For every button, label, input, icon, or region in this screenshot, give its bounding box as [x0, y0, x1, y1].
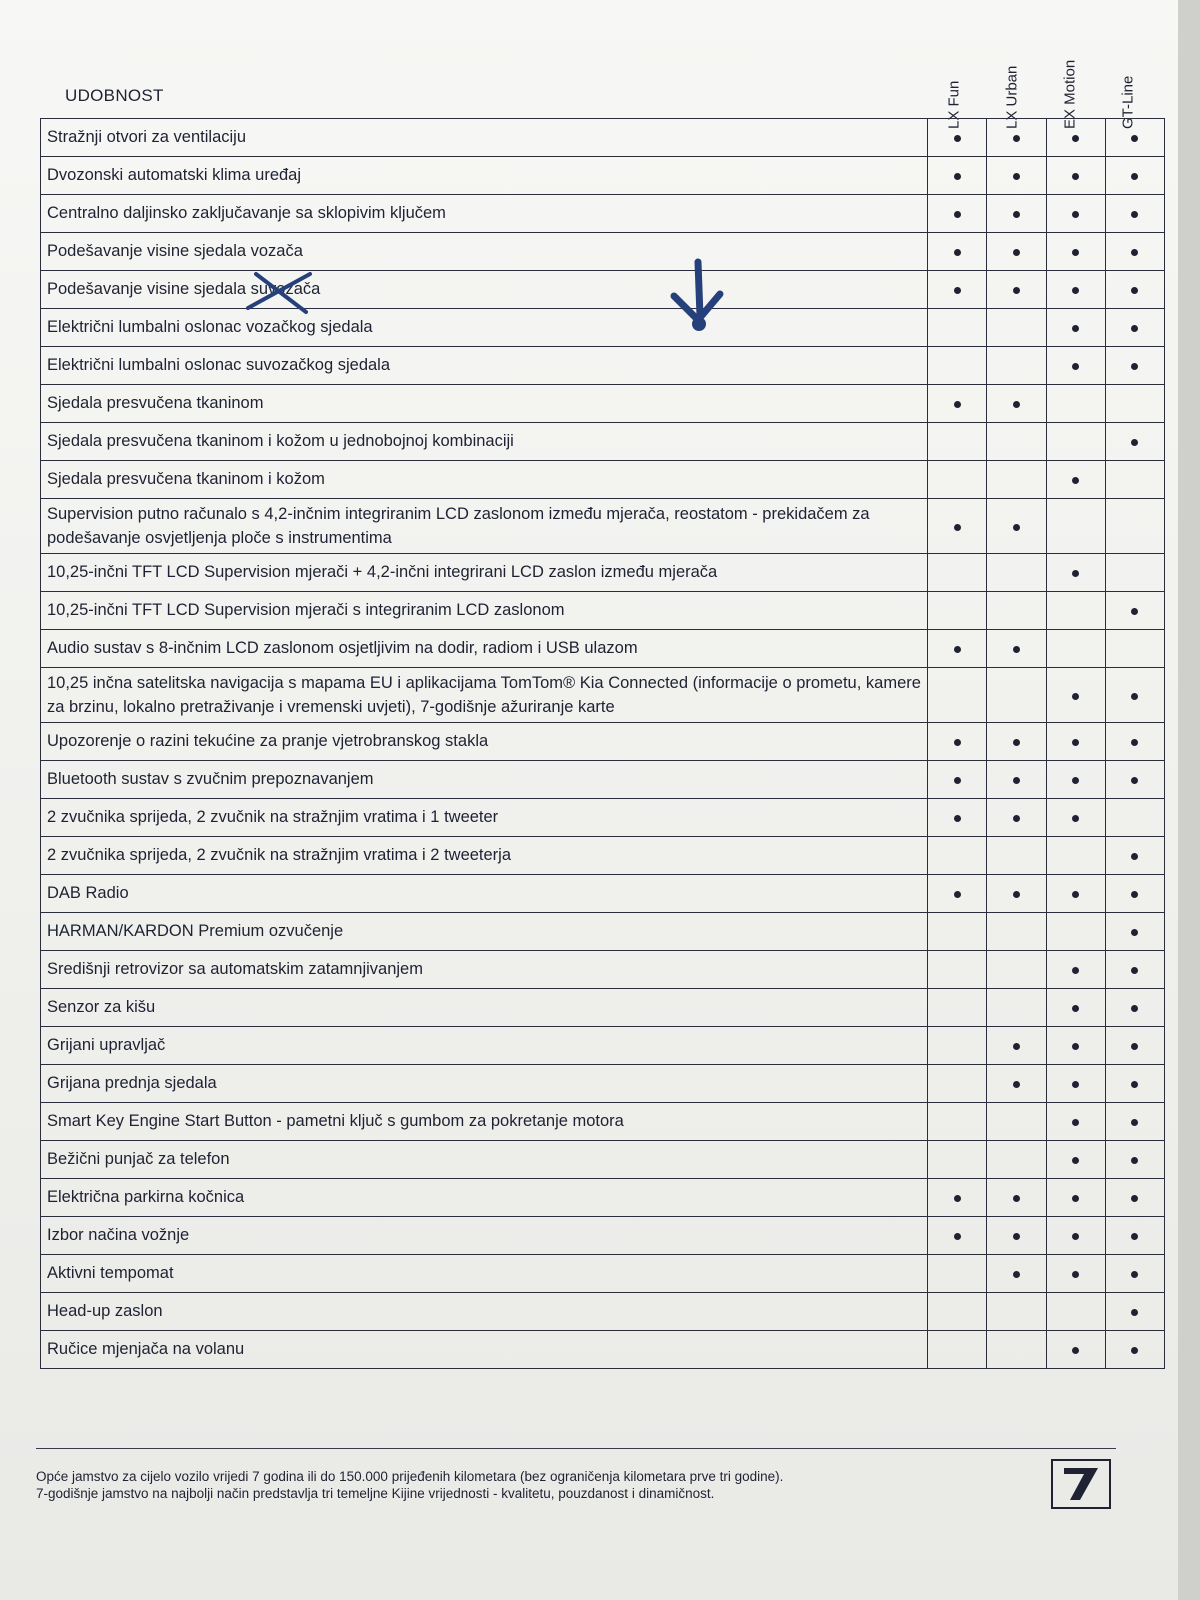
availability-cell-lx-fun — [928, 423, 987, 461]
availability-cell-gt-line — [1105, 347, 1164, 385]
availability-cell-lx-urban — [987, 592, 1046, 630]
availability-cell-ex-motion — [1046, 668, 1105, 723]
availability-cell-ex-motion — [1046, 1103, 1105, 1141]
feature-name: Ručice mjenjača na volanu — [41, 1331, 928, 1369]
availability-cell-lx-fun — [928, 499, 987, 554]
availability-cell-lx-urban — [987, 499, 1046, 554]
availability-dot-icon — [1131, 1309, 1138, 1316]
column-header-ex-motion: EX Motion — [1061, 59, 1079, 129]
availability-dot-icon — [1013, 815, 1020, 822]
availability-cell-gt-line — [1105, 837, 1164, 875]
table-row — [41, 157, 1165, 195]
availability-dot-icon — [1072, 1081, 1079, 1088]
feature-name: Upozorenje o razini tekućine za pranje vjetrobranskog stakla — [41, 723, 928, 761]
availability-dot-icon — [1072, 1043, 1079, 1050]
table-row — [41, 271, 1165, 309]
availability-dot-icon — [1072, 1157, 1079, 1164]
table-row — [41, 119, 1165, 157]
availability-cell-lx-fun — [928, 309, 987, 347]
availability-dot-icon — [954, 1195, 961, 1202]
availability-dot-icon — [954, 211, 961, 218]
availability-dot-icon — [1072, 739, 1079, 746]
availability-cell-ex-motion — [1046, 799, 1105, 837]
availability-cell-gt-line — [1105, 233, 1164, 271]
availability-cell-lx-fun — [928, 347, 987, 385]
availability-cell-lx-fun — [928, 157, 987, 195]
availability-dot-icon — [1072, 967, 1079, 974]
availability-dot-icon — [1013, 1195, 1020, 1202]
table-row — [41, 630, 1165, 668]
availability-cell-lx-fun — [928, 1027, 987, 1065]
warranty-seal-icon — [1050, 1458, 1112, 1510]
availability-cell-gt-line — [1105, 799, 1164, 837]
availability-dot-icon — [1072, 1347, 1079, 1354]
availability-dot-icon — [1131, 1195, 1138, 1202]
availability-cell-gt-line — [1105, 630, 1164, 668]
availability-dot-icon — [954, 287, 961, 294]
availability-dot-icon — [1072, 570, 1079, 577]
availability-cell-lx-urban — [987, 119, 1046, 157]
feature-name: Senzor za kišu — [41, 989, 928, 1027]
availability-dot-icon — [1131, 363, 1138, 370]
availability-cell-ex-motion — [1046, 423, 1105, 461]
availability-dot-icon — [1131, 249, 1138, 256]
table-row — [41, 761, 1165, 799]
availability-cell-lx-urban — [987, 554, 1046, 592]
availability-cell-gt-line — [1105, 119, 1164, 157]
availability-cell-gt-line — [1105, 554, 1164, 592]
availability-cell-lx-fun — [928, 630, 987, 668]
availability-cell-lx-urban — [987, 157, 1046, 195]
availability-dot-icon — [1131, 1347, 1138, 1354]
availability-dot-icon — [1013, 401, 1020, 408]
feature-name: Središnji retrovizor sa automatskim zatamnjivanjem — [41, 951, 928, 989]
availability-cell-gt-line — [1105, 951, 1164, 989]
availability-dot-icon — [1072, 1195, 1079, 1202]
table-row — [41, 1293, 1165, 1331]
table-row — [41, 233, 1165, 271]
availability-cell-ex-motion — [1046, 837, 1105, 875]
feature-name: Električni lumbalni oslonac suvozačkog sjedala — [41, 347, 928, 385]
availability-cell-gt-line — [1105, 668, 1164, 723]
availability-dot-icon — [1072, 173, 1079, 180]
availability-dot-icon — [1131, 608, 1138, 615]
feature-name: Električna parkirna kočnica — [41, 1179, 928, 1217]
availability-cell-gt-line — [1105, 1293, 1164, 1331]
availability-cell-lx-urban — [987, 423, 1046, 461]
availability-cell-lx-urban — [987, 461, 1046, 499]
availability-cell-lx-fun — [928, 1179, 987, 1217]
table-row — [41, 668, 1165, 723]
availability-cell-lx-urban — [987, 385, 1046, 423]
availability-cell-ex-motion — [1046, 347, 1105, 385]
availability-dot-icon — [1013, 524, 1020, 531]
availability-cell-gt-line — [1105, 385, 1164, 423]
availability-dot-icon — [1013, 211, 1020, 218]
availability-dot-icon — [1131, 967, 1138, 974]
availability-dot-icon — [1013, 1233, 1020, 1240]
table-row — [41, 1217, 1165, 1255]
availability-cell-ex-motion — [1046, 157, 1105, 195]
feature-name: Supervision putno računalo s 4,2-inčnim integriranim LCD zaslonom između mjerača, reostatom - prekidačem za podešavanje osvjetljenja ploče s instrumentima — [41, 499, 928, 554]
availability-dot-icon — [1131, 1157, 1138, 1164]
availability-cell-lx-fun — [928, 119, 987, 157]
warranty-line-2: 7-godišnje jamstvo na najbolji način predstavlja tri temeljne Kijine vrijednosti - kvalitetu, pouzdanost i dinamičnost. — [36, 1486, 715, 1501]
availability-cell-gt-line — [1105, 1255, 1164, 1293]
feature-name: Audio sustav s 8-inčnim LCD zaslonom osjetljivim na dodir, radiom i USB ulazom — [41, 630, 928, 668]
availability-cell-lx-urban — [987, 799, 1046, 837]
feature-name: 2 zvučnika sprijeda, 2 zvučnik na stražnjim vratima i 1 tweeter — [41, 799, 928, 837]
availability-cell-gt-line — [1105, 1141, 1164, 1179]
availability-cell-ex-motion — [1046, 1179, 1105, 1217]
availability-cell-lx-urban — [987, 1255, 1046, 1293]
availability-dot-icon — [954, 815, 961, 822]
availability-cell-ex-motion — [1046, 233, 1105, 271]
table-row — [41, 1255, 1165, 1293]
availability-cell-ex-motion — [1046, 554, 1105, 592]
availability-cell-gt-line — [1105, 309, 1164, 347]
availability-dot-icon — [1072, 891, 1079, 898]
table-row — [41, 309, 1165, 347]
pen-x-mark — [240, 268, 320, 316]
availability-cell-gt-line — [1105, 989, 1164, 1027]
availability-cell-ex-motion — [1046, 1255, 1105, 1293]
availability-dot-icon — [1131, 325, 1138, 332]
table-row — [41, 837, 1165, 875]
feature-name: DAB Radio — [41, 875, 928, 913]
availability-cell-lx-urban — [987, 875, 1046, 913]
availability-cell-ex-motion — [1046, 1065, 1105, 1103]
availability-dot-icon — [1131, 439, 1138, 446]
availability-cell-ex-motion — [1046, 989, 1105, 1027]
availability-cell-ex-motion — [1046, 1141, 1105, 1179]
feature-name: Bežični punjač za telefon — [41, 1141, 928, 1179]
availability-cell-gt-line — [1105, 271, 1164, 309]
availability-dot-icon — [954, 135, 961, 142]
feature-name: Smart Key Engine Start Button - pametni ključ s gumbom za pokretanje motora — [41, 1103, 928, 1141]
availability-cell-gt-line — [1105, 1065, 1164, 1103]
availability-cell-lx-fun — [928, 1103, 987, 1141]
availability-cell-ex-motion — [1046, 913, 1105, 951]
availability-cell-lx-fun — [928, 799, 987, 837]
availability-cell-lx-urban — [987, 630, 1046, 668]
availability-cell-gt-line — [1105, 499, 1164, 554]
availability-dot-icon — [1072, 1233, 1079, 1240]
feature-name: Izbor načina vožnje — [41, 1217, 928, 1255]
availability-cell-gt-line — [1105, 195, 1164, 233]
availability-cell-lx-fun — [928, 271, 987, 309]
availability-cell-gt-line — [1105, 761, 1164, 799]
availability-dot-icon — [954, 777, 961, 784]
availability-cell-ex-motion — [1046, 723, 1105, 761]
feature-name: 2 zvučnika sprijeda, 2 zvučnik na stražnjim vratima i 2 tweeterja — [41, 837, 928, 875]
warranty-note — [36, 1468, 1046, 1502]
availability-dot-icon — [954, 646, 961, 653]
availability-dot-icon — [1131, 211, 1138, 218]
availability-dot-icon — [1072, 1119, 1079, 1126]
availability-dot-icon — [1013, 739, 1020, 746]
feature-name: Sjedala presvučena tkaninom i kožom u jednobojnoj kombinaciji — [41, 423, 928, 461]
availability-cell-lx-fun — [928, 913, 987, 951]
table-row — [41, 913, 1165, 951]
table-row — [41, 554, 1165, 592]
table-row — [41, 989, 1165, 1027]
availability-dot-icon — [1131, 1119, 1138, 1126]
feature-name: Sjedala presvučena tkaninom — [41, 385, 928, 423]
availability-cell-lx-fun — [928, 837, 987, 875]
feature-table — [40, 118, 1165, 1369]
availability-dot-icon — [1072, 777, 1079, 784]
table-row — [41, 1179, 1165, 1217]
availability-cell-lx-fun — [928, 1065, 987, 1103]
table-row — [41, 1027, 1165, 1065]
availability-cell-lx-fun — [928, 1217, 987, 1255]
availability-dot-icon — [1131, 1005, 1138, 1012]
availability-dot-icon — [954, 1233, 961, 1240]
availability-dot-icon — [1072, 211, 1079, 218]
availability-cell-lx-fun — [928, 1293, 987, 1331]
availability-cell-lx-fun — [928, 875, 987, 913]
availability-cell-ex-motion — [1046, 1027, 1105, 1065]
availability-dot-icon — [954, 401, 961, 408]
availability-cell-lx-fun — [928, 554, 987, 592]
availability-dot-icon — [1131, 1271, 1138, 1278]
availability-dot-icon — [1072, 287, 1079, 294]
feature-name: 10,25 inčna satelitska navigacija s mapama EU i aplikacijama TomTom® Kia Connected (informacije o prometu, kamere za brzinu, lokalno pretraživanje i vremenski uvjeti), 7-godišnje ažuriranje karte — [41, 668, 928, 723]
feature-name: 10,25-inčni TFT LCD Supervision mjerači s integriranim LCD zaslonom — [41, 592, 928, 630]
availability-cell-ex-motion — [1046, 461, 1105, 499]
availability-dot-icon — [1072, 693, 1079, 700]
feature-name: Centralno daljinsko zaključavanje sa sklopivim ključem — [41, 195, 928, 233]
availability-dot-icon — [1072, 1005, 1079, 1012]
availability-cell-lx-urban — [987, 723, 1046, 761]
availability-dot-icon — [1131, 929, 1138, 936]
availability-cell-gt-line — [1105, 157, 1164, 195]
availability-cell-ex-motion — [1046, 499, 1105, 554]
footer-divider — [36, 1448, 1116, 1449]
availability-cell-lx-urban — [987, 1217, 1046, 1255]
feature-name: Dvozonski automatski klima uređaj — [41, 157, 928, 195]
availability-dot-icon — [1131, 739, 1138, 746]
table-row — [41, 1103, 1165, 1141]
column-header-lx-urban: LX Urban — [1003, 65, 1021, 129]
availability-dot-icon — [1131, 173, 1138, 180]
availability-cell-lx-fun — [928, 233, 987, 271]
section-title: UDOBNOST — [65, 86, 164, 105]
availability-dot-icon — [1072, 363, 1079, 370]
availability-cell-lx-fun — [928, 592, 987, 630]
availability-cell-lx-fun — [928, 461, 987, 499]
availability-cell-ex-motion — [1046, 271, 1105, 309]
availability-dot-icon — [1013, 1081, 1020, 1088]
availability-cell-lx-fun — [928, 761, 987, 799]
feature-name: Grijana prednja sjedala — [41, 1065, 928, 1103]
availability-dot-icon — [1072, 135, 1079, 142]
availability-cell-gt-line — [1105, 1217, 1164, 1255]
availability-dot-icon — [1072, 1271, 1079, 1278]
availability-cell-lx-urban — [987, 1293, 1046, 1331]
availability-dot-icon — [954, 739, 961, 746]
table-row — [41, 385, 1165, 423]
availability-cell-lx-fun — [928, 1255, 987, 1293]
availability-cell-lx-urban — [987, 1065, 1046, 1103]
availability-cell-gt-line — [1105, 875, 1164, 913]
availability-cell-gt-line — [1105, 461, 1164, 499]
availability-cell-ex-motion — [1046, 1331, 1105, 1369]
availability-cell-gt-line — [1105, 1027, 1164, 1065]
availability-dot-icon — [1131, 853, 1138, 860]
table-row — [41, 951, 1165, 989]
availability-cell-ex-motion — [1046, 119, 1105, 157]
availability-dot-icon — [1131, 891, 1138, 898]
table-row — [41, 1331, 1165, 1369]
availability-cell-gt-line — [1105, 913, 1164, 951]
availability-cell-lx-urban — [987, 1331, 1046, 1369]
table-row — [41, 875, 1165, 913]
availability-dot-icon — [1013, 891, 1020, 898]
availability-dot-icon — [1013, 135, 1020, 142]
availability-dot-icon — [1131, 1081, 1138, 1088]
availability-dot-icon — [954, 524, 961, 531]
availability-cell-gt-line — [1105, 723, 1164, 761]
availability-dot-icon — [1131, 777, 1138, 784]
availability-cell-ex-motion — [1046, 1293, 1105, 1331]
warranty-line-1: Opće jamstvo za cijelo vozilo vrijedi 7 godina ili do 150.000 prijeđenih kilometara (bez ograničenja kilometara prve tri godine). — [36, 1469, 784, 1484]
availability-cell-lx-fun — [928, 1331, 987, 1369]
availability-cell-lx-fun — [928, 195, 987, 233]
availability-dot-icon — [1131, 693, 1138, 700]
availability-dot-icon — [1013, 777, 1020, 784]
availability-dot-icon — [1013, 249, 1020, 256]
table-row — [41, 1065, 1165, 1103]
availability-cell-lx-urban — [987, 1141, 1046, 1179]
table-row — [41, 423, 1165, 461]
availability-cell-lx-fun — [928, 951, 987, 989]
availability-cell-lx-urban — [987, 668, 1046, 723]
availability-cell-gt-line — [1105, 1103, 1164, 1141]
availability-cell-lx-fun — [928, 723, 987, 761]
availability-cell-ex-motion — [1046, 385, 1105, 423]
availability-dot-icon — [1072, 249, 1079, 256]
availability-cell-lx-urban — [987, 309, 1046, 347]
availability-cell-lx-urban — [987, 989, 1046, 1027]
availability-dot-icon — [1013, 1271, 1020, 1278]
column-header-lx-fun: LX Fun — [945, 80, 963, 129]
feature-name: Električni lumbalni oslonac vozačkog sjedala — [41, 309, 928, 347]
availability-cell-lx-urban — [987, 913, 1046, 951]
feature-name: HARMAN/KARDON Premium ozvučenje — [41, 913, 928, 951]
availability-cell-lx-fun — [928, 1141, 987, 1179]
table-row — [41, 461, 1165, 499]
availability-cell-gt-line — [1105, 423, 1164, 461]
availability-cell-lx-urban — [987, 195, 1046, 233]
feature-name: Head-up zaslon — [41, 1293, 928, 1331]
availability-cell-gt-line — [1105, 1179, 1164, 1217]
availability-dot-icon — [1072, 477, 1079, 484]
availability-cell-lx-fun — [928, 989, 987, 1027]
paper-edge — [1178, 0, 1200, 1600]
pen-arrow-mark — [668, 258, 728, 338]
availability-cell-ex-motion — [1046, 951, 1105, 989]
availability-cell-lx-urban — [987, 233, 1046, 271]
availability-cell-lx-urban — [987, 1027, 1046, 1065]
availability-dot-icon — [1072, 815, 1079, 822]
availability-dot-icon — [954, 173, 961, 180]
feature-name: 10,25-inčni TFT LCD Supervision mjerači + 4,2-inčni integrirani LCD zaslon između mjerača — [41, 554, 928, 592]
availability-dot-icon — [954, 249, 961, 256]
availability-cell-gt-line — [1105, 592, 1164, 630]
availability-cell-lx-fun — [928, 668, 987, 723]
availability-cell-ex-motion — [1046, 1217, 1105, 1255]
column-header-gt-line: GT-Line — [1119, 75, 1137, 129]
availability-cell-ex-motion — [1046, 875, 1105, 913]
availability-cell-ex-motion — [1046, 592, 1105, 630]
feature-name: Grijani upravljač — [41, 1027, 928, 1065]
availability-dot-icon — [1013, 1043, 1020, 1050]
availability-cell-ex-motion — [1046, 630, 1105, 668]
feature-name: Bluetooth sustav s zvučnim prepoznavanjem — [41, 761, 928, 799]
table-row — [41, 499, 1165, 554]
table-row — [41, 592, 1165, 630]
availability-dot-icon — [1131, 287, 1138, 294]
availability-cell-lx-urban — [987, 347, 1046, 385]
feature-name: Stražnji otvori za ventilaciju — [41, 119, 928, 157]
availability-cell-lx-urban — [987, 1103, 1046, 1141]
availability-cell-lx-urban — [987, 271, 1046, 309]
feature-name: Podešavanje visine sjedala vozača — [41, 233, 928, 271]
availability-dot-icon — [1013, 646, 1020, 653]
availability-cell-ex-motion — [1046, 761, 1105, 799]
availability-dot-icon — [954, 891, 961, 898]
availability-cell-lx-urban — [987, 951, 1046, 989]
availability-cell-lx-urban — [987, 1179, 1046, 1217]
availability-dot-icon — [1131, 1233, 1138, 1240]
availability-cell-lx-fun — [928, 385, 987, 423]
availability-cell-gt-line — [1105, 1331, 1164, 1369]
availability-cell-ex-motion — [1046, 309, 1105, 347]
availability-dot-icon — [1013, 173, 1020, 180]
availability-dot-icon — [1013, 287, 1020, 294]
availability-cell-lx-urban — [987, 761, 1046, 799]
availability-cell-lx-urban — [987, 837, 1046, 875]
table-row — [41, 195, 1165, 233]
feature-name: Podešavanje visine sjedala suvozača — [41, 271, 928, 309]
availability-dot-icon — [1131, 1043, 1138, 1050]
feature-name: Sjedala presvučena tkaninom i kožom — [41, 461, 928, 499]
table-row — [41, 799, 1165, 837]
table-row — [41, 347, 1165, 385]
availability-dot-icon — [1072, 325, 1079, 332]
table-row — [41, 723, 1165, 761]
availability-cell-ex-motion — [1046, 195, 1105, 233]
availability-dot-icon — [1131, 135, 1138, 142]
table-row — [41, 1141, 1165, 1179]
feature-name: Aktivni tempomat — [41, 1255, 928, 1293]
